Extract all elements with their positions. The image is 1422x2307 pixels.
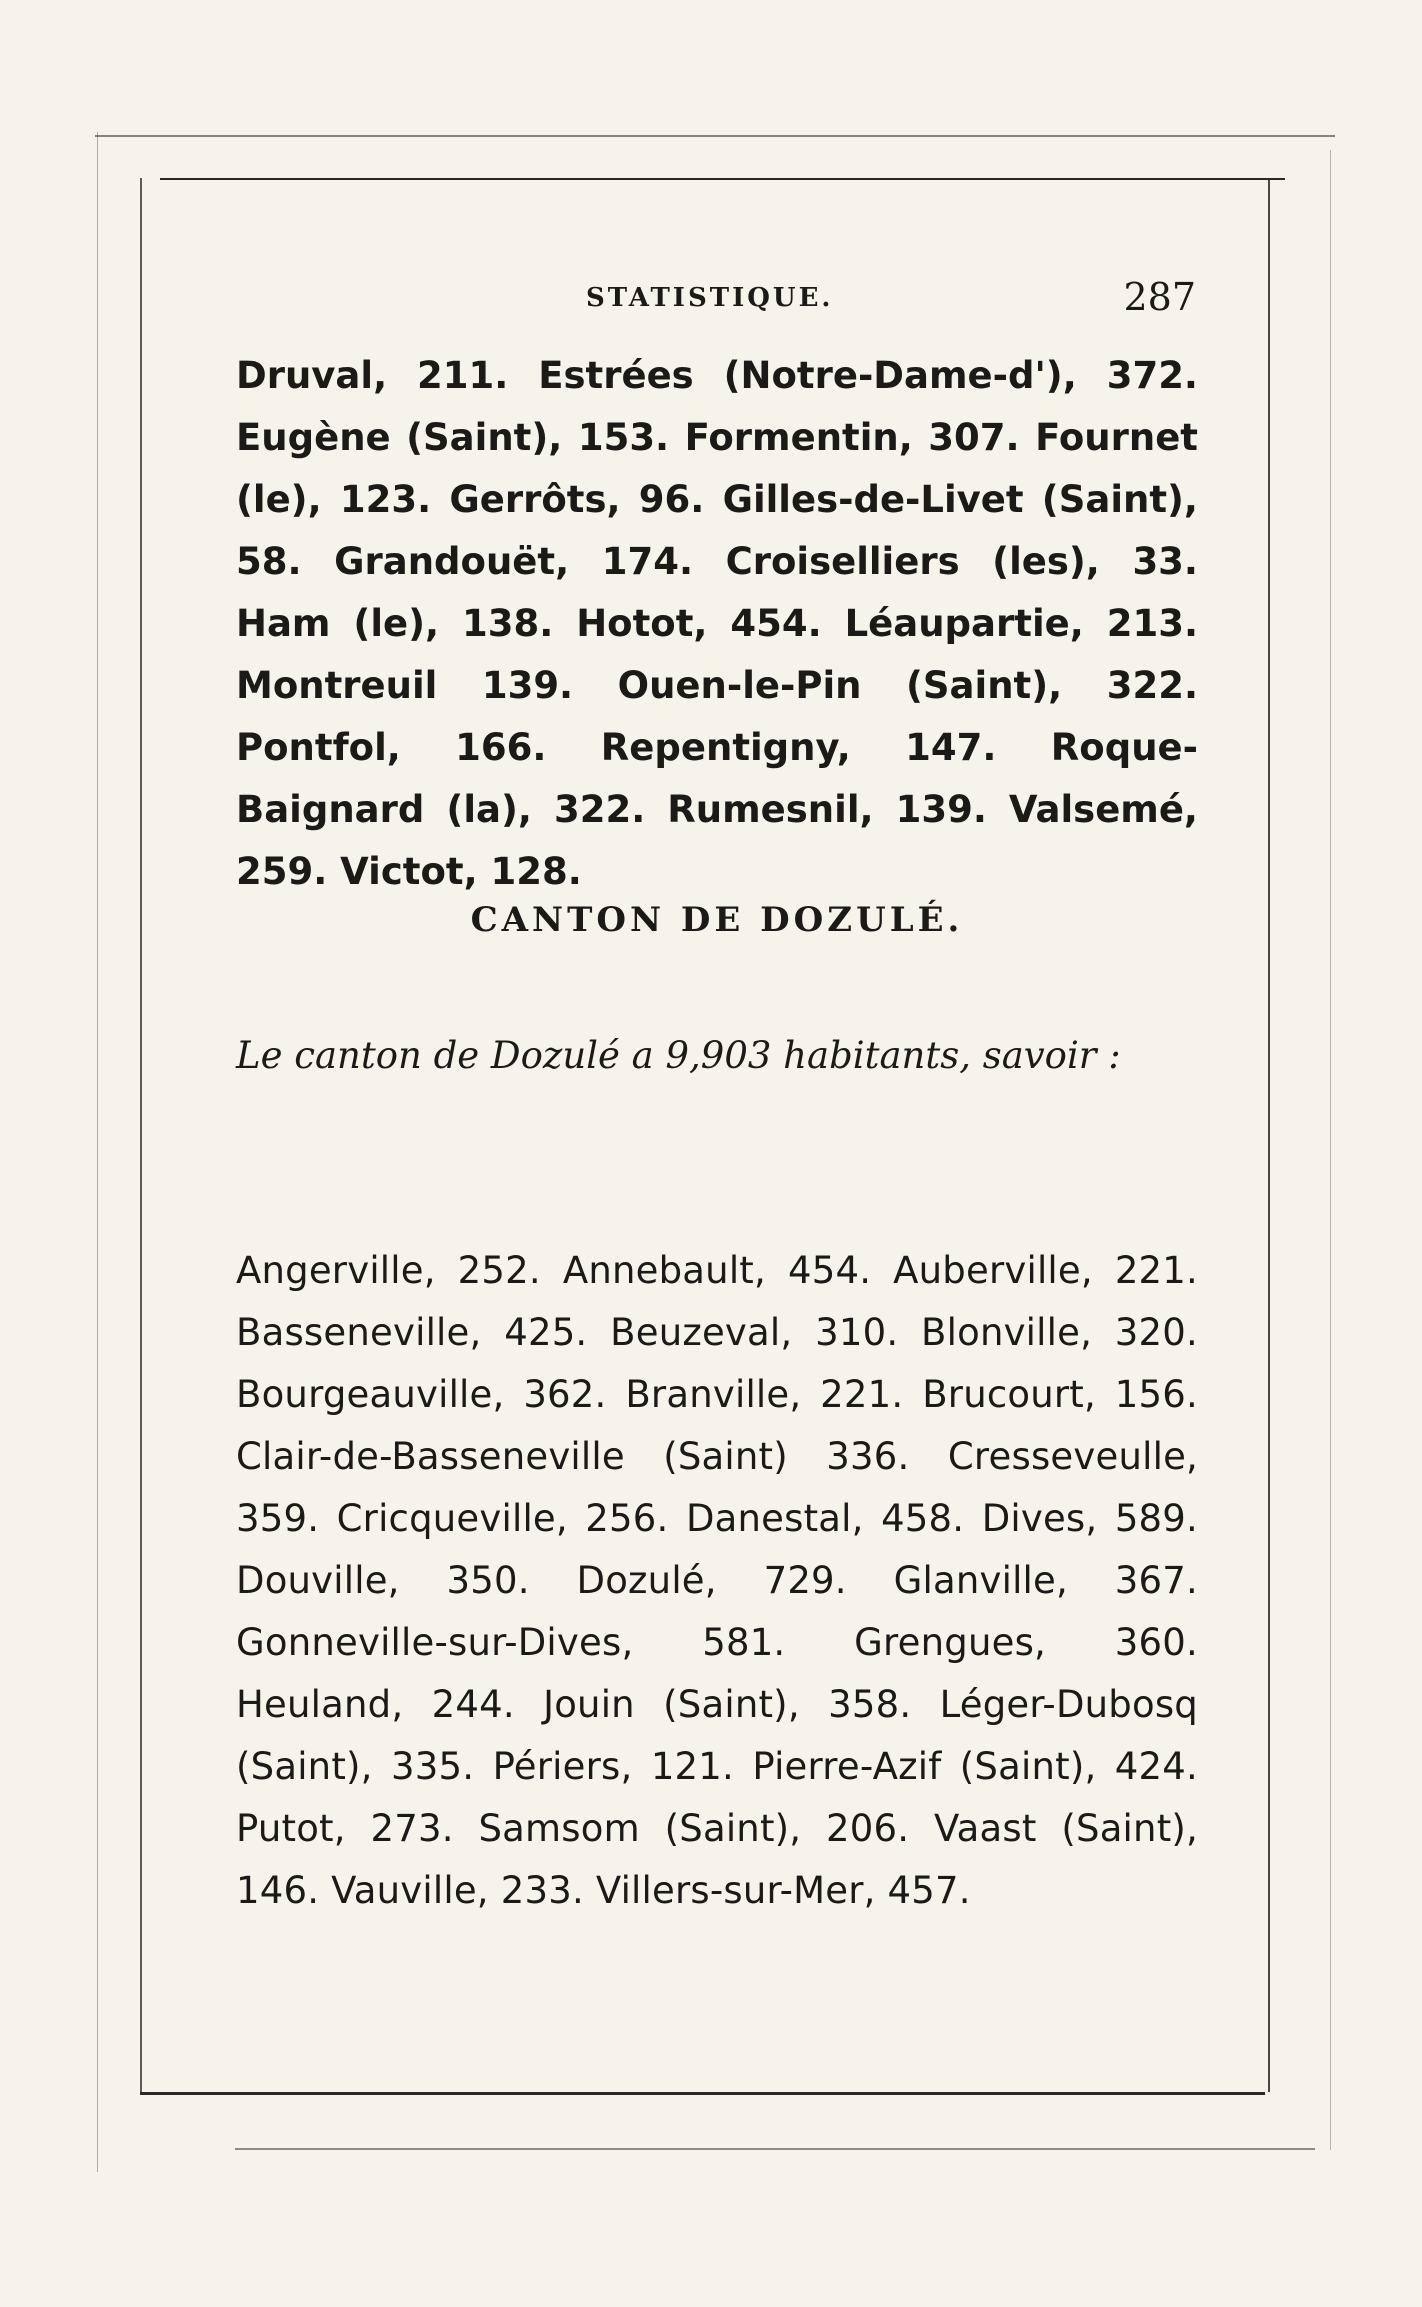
bottom-outer-rule — [235, 2148, 1315, 2150]
page-number: 287 — [1123, 275, 1196, 319]
section-heading: CANTON DE DOZULÉ. — [470, 900, 964, 940]
intro-paragraph: Le canton de Dozulé a 9,903 habitants, savoir : — [236, 1034, 1121, 1077]
bottom-frame-rule — [140, 2092, 1265, 2095]
left-frame-rule — [140, 178, 142, 2093]
continuation-paragraph: Druval, 211. Estrées (Notre-Dame-d'), 372. Eugène (Saint), 153. Formentin, 307. Fournet (le), 123. Gerrôts, 96. Gilles-de-Livet (Saint), 58. Grandouët, 174. Croiselliers (les), 33. Ham (le), 138. Hotot, 454. Léaupartie, 213. Montreuil 139. Ouen-le-Pin (Saint), 322. Pontfol, 166. Repentigny, 147. Roque-Baignard (la), 322. Rumesnil, 139. Valsemé, 259. Victot, 128. — [236, 354, 1198, 893]
right-outer-rule — [1330, 150, 1331, 2150]
running-title: STATISTIQUE. — [586, 283, 834, 313]
communes-paragraph: Angerville, 252. Annebault, 454. Auberville, 221. Basseneville, 425. Beuzeval, 310. Blonville, 320. Bourgeauville, 362. Branville, 221. Brucourt, 156. Clair-de-Basseneville (Saint) 336. Cresseveulle, 359. Cricqueville, 256. Danestal, 458. Dives, 589. Douville, 350. Dozulé, 729. Glanville, 367. Gonneville-sur-Dives, 581. Grengues, 360. Heuland, 244. Jouin (Saint), 358. Léger-Dubosq (Saint), 335. Périers, 121. Pierre-Azif (Saint), 424. Putot, 273. Samsom (Saint), 206. Vaast (Saint), 146. Vauville, 233. Villers-sur-Mer, 457. — [236, 1249, 1198, 1912]
top-outer-rule — [95, 135, 1335, 137]
right-frame-rule — [1268, 180, 1270, 2092]
left-outer-rule — [97, 132, 98, 2172]
running-head — [236, 275, 1196, 325]
top-frame-rule — [160, 178, 1285, 180]
